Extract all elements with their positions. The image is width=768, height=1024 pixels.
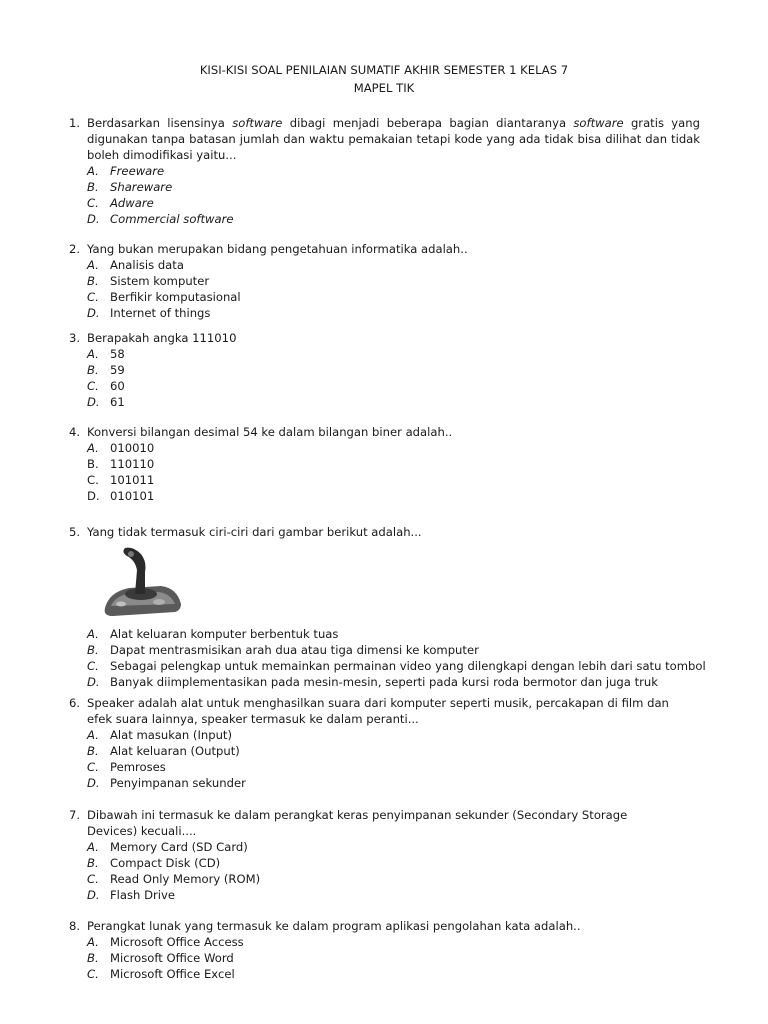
question-text: Dibawah ini termasuk ke dalam perangkat keras penyimpanan sekunder (Secondary Storage Devices) kecuali.... (87, 808, 628, 838)
question-number: 5. (68, 525, 80, 539)
question-5 (58, 524, 706, 690)
question-image (87, 546, 700, 618)
question-number: 7. (68, 808, 80, 822)
question-text: Yang bukan merupakan bidang pengetahuan informatika adalah.. (87, 242, 468, 256)
option-a[interactable]: A. Microsoft Office Access (87, 935, 244, 949)
option-c[interactable]: C. Berfikir komputasional (87, 290, 241, 304)
options-list (87, 934, 700, 982)
question-7 (58, 807, 700, 903)
option-a[interactable]: A. 010010 (87, 441, 155, 455)
question-number: 4. (68, 425, 80, 439)
question-text: Speaker adalah alat untuk menghasilkan suara dari komputer seperti musik, percakapan di film dan efek suara lainnya, speaker termasuk ke dalam peranti... (87, 696, 669, 726)
question-text: Yang tidak termasuk ciri-ciri dari gambar berikut adalah... (87, 525, 422, 539)
question-number: 8. (68, 919, 80, 933)
question-4 (58, 424, 700, 504)
option-c[interactable]: C. Microsoft Office Excel (87, 967, 235, 981)
page-title (0, 62, 768, 96)
option-a[interactable]: A. 58 (87, 347, 125, 361)
option-a[interactable]: A. Alat masukan (Input) (87, 728, 232, 742)
option-a[interactable]: A. Alat keluaran komputer berbentuk tuas (87, 627, 339, 641)
question-number: 1. (68, 116, 80, 130)
option-d[interactable]: D. Penyimpanan sekunder (87, 776, 246, 790)
options-list (87, 626, 706, 690)
title-line-1: KISI-KISI SOAL PENILAIAN SUMATIF AKHIR SEMESTER 1 KELAS 7 (199, 63, 569, 77)
option-b[interactable]: B. Alat keluaran (Output) (87, 744, 240, 758)
option-c[interactable]: C. Sebagai pelengkap untuk memainkan permainan video yang dilengkapi dengan lebih dari satu tombol (87, 659, 706, 673)
options-list (87, 727, 700, 791)
question-text: Konversi bilangan desimal 54 ke dalam bilangan biner adalah.. (87, 425, 453, 439)
option-a[interactable]: A. Freeware (87, 164, 165, 178)
question-text: Perangkat lunak yang termasuk ke dalam program aplikasi pengolahan kata adalah.. (87, 919, 581, 933)
option-d[interactable]: D. Commercial software (87, 212, 234, 226)
question-3 (58, 330, 700, 410)
options-list (87, 839, 700, 903)
option-b[interactable]: B. 110110 (87, 457, 155, 471)
option-a[interactable]: A. Memory Card (SD Card) (87, 840, 248, 854)
options-list (87, 440, 700, 504)
option-b[interactable]: B. Shareware (87, 180, 173, 194)
option-c[interactable]: C. Adware (87, 196, 154, 210)
question-2 (58, 241, 700, 321)
option-d[interactable]: D. 61 (87, 395, 125, 409)
option-a[interactable]: A. Analisis data (87, 258, 184, 272)
option-b[interactable]: B. 59 (87, 363, 125, 377)
question-number: 6. (68, 696, 80, 710)
option-b[interactable]: B. Microsoft Office Word (87, 951, 234, 965)
options-list (87, 257, 700, 321)
option-d[interactable]: D. 010101 (87, 489, 155, 503)
option-c[interactable]: C. 101011 (87, 473, 155, 487)
option-d[interactable]: D. Banyak diimplementasikan pada mesin-mesin, seperti pada kursi roda bermotor dan juga truk (87, 675, 658, 689)
question-number: 2. (68, 242, 80, 256)
question-number: 3. (68, 331, 80, 345)
option-b[interactable]: B. Compact Disk (CD) (87, 856, 221, 870)
question-1 (58, 115, 700, 227)
options-list (87, 163, 700, 227)
option-c[interactable]: C. 60 (87, 379, 125, 393)
option-d[interactable]: D. Internet of things (87, 306, 211, 320)
option-c[interactable]: C. Read Only Memory (ROM) (87, 872, 261, 886)
option-b[interactable]: B. Dapat mentrasmisikan arah dua atau tiga dimensi ke komputer (87, 643, 479, 657)
question-8 (58, 918, 700, 982)
title-line-2: MAPEL TIK (353, 81, 415, 95)
question-6 (58, 695, 700, 791)
joystick-icon (101, 546, 183, 618)
option-d[interactable]: D. Flash Drive (87, 888, 175, 902)
question-text: Berapakah angka 111010 (87, 331, 237, 345)
options-list (87, 346, 700, 410)
option-c[interactable]: C. Pemroses (87, 760, 166, 774)
question-text: Berdasarkan lisensinya software dibagi menjadi beberapa bagian diantaranya software gratis yang digunakan tanpa batasan jumlah dan waktu pemakaian tetapi kode yang ada tidak bisa dilihat dan tidak boleh dimodifikasi yaitu... (87, 116, 700, 162)
option-b[interactable]: B. Sistem komputer (87, 274, 210, 288)
